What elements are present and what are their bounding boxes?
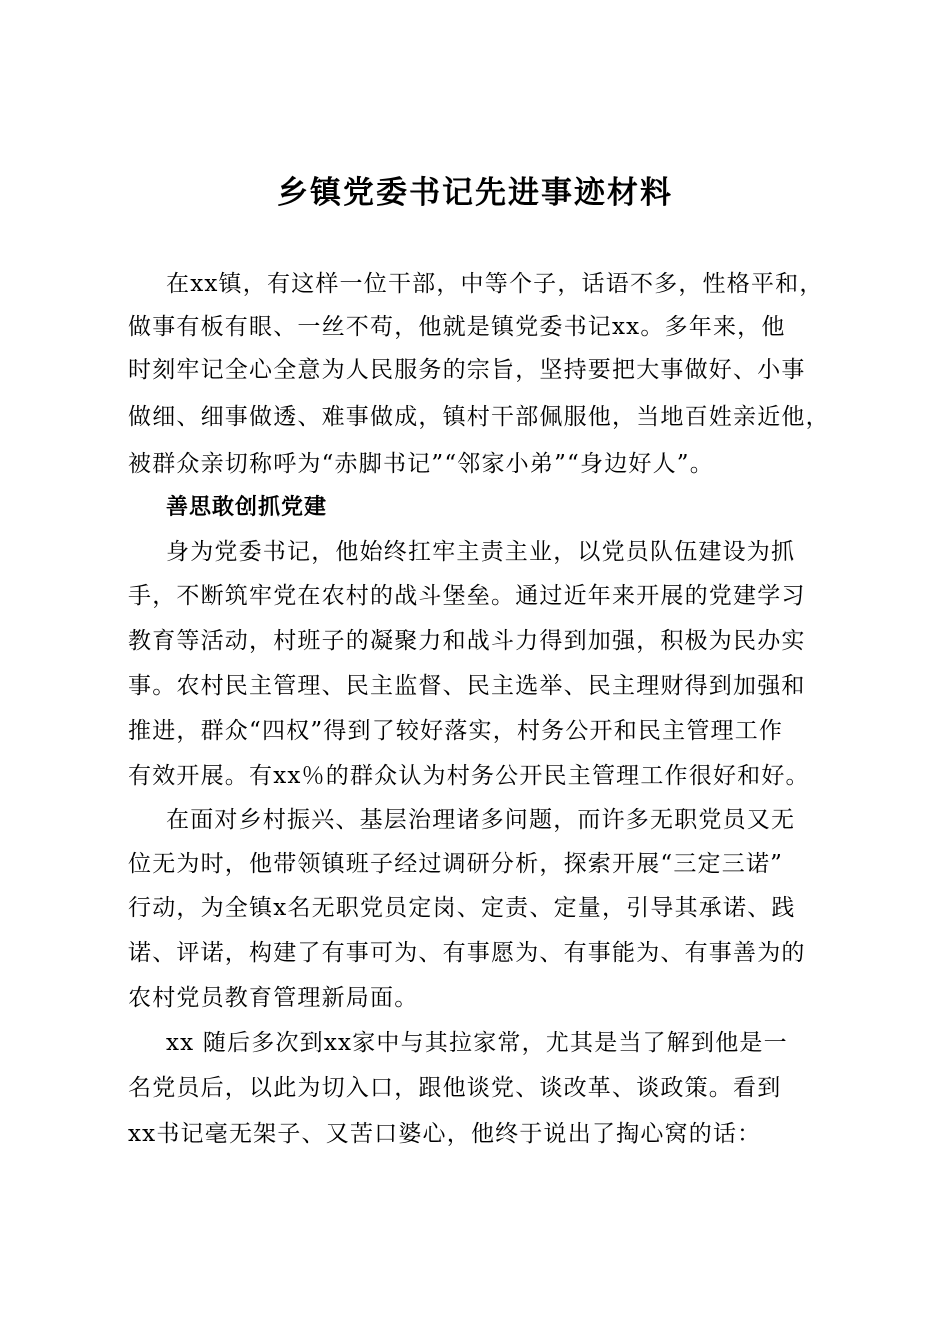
paragraph-line: 位无为时，他带领镇班子经过调研分析，探索开展“三定三诺” bbox=[128, 851, 784, 877]
paragraph-line: 诺、评诺，构建了有事可为、有事愿为、有事能为、有事善为的 bbox=[128, 940, 806, 966]
paragraph-line: xx书记毫无架子、又苦口婆心，他终于说出了掏心窝的话： bbox=[128, 1121, 762, 1147]
paragraph-line: xx 随后多次到xx家中与其拉家常，尤其是当了解到他是一 bbox=[166, 1030, 788, 1056]
paragraph-line: 教育等活动，村班子的凝聚力和战斗力得到加强，积极为民办实 bbox=[128, 628, 806, 654]
document-title: 乡镇党委书记先进事迹材料 bbox=[277, 175, 673, 211]
paragraph-line: 做事有板有眼、一丝不苟，他就是镇党委书记xx。多年来，他 bbox=[128, 314, 786, 340]
paragraph-line: 时刻牢记全心全意为人民服务的宗旨，坚持要把大事做好、小事 bbox=[128, 357, 806, 383]
paragraph-line: 被群众亲切称呼为“赤脚书记”“邻家小弟”“身边好人”。 bbox=[128, 451, 714, 477]
paragraph-line: 身为党委书记，他始终扛牢主责主业，以党员队伍建设为抓 bbox=[166, 539, 796, 565]
paragraph-line: 做细、细事做透、难事做成，镇村干部佩服他，当地百姓亲近他， bbox=[128, 404, 830, 430]
paragraph-line: 在xx镇，有这样一位干部，中等个子，话语不多，性格平和， bbox=[166, 271, 824, 297]
paragraph-line: 行动，为全镇x名无职党员定岗、定责、定量，引导其承诺、践 bbox=[128, 895, 796, 921]
paragraph-line: 手，不断筑牢党在农村的战斗堡垒。通过近年来开展的党建学习 bbox=[128, 583, 806, 609]
section-heading: 善思敢创抓党建 bbox=[166, 495, 328, 520]
paragraph-line: 有效开展。有xx％的群众认为村务公开民主管理工作很好和好。 bbox=[128, 763, 810, 789]
paragraph-line: 农村党员教育管理新局面。 bbox=[128, 985, 419, 1011]
paragraph-line: 事。农村民主管理、民主监督、民主选举、民主理财得到加强和 bbox=[128, 673, 806, 699]
paragraph-line: 推进，群众“四权”得到了较好落实，村务公开和民主管理工作 bbox=[128, 718, 784, 744]
paragraph-line: 名党员后，以此为切入口，跟他谈党、谈改革、谈政策。看到 bbox=[128, 1075, 782, 1101]
paragraph-line: 在面对乡村振兴、基层治理诸多问题，而许多无职党员又无 bbox=[166, 807, 796, 833]
